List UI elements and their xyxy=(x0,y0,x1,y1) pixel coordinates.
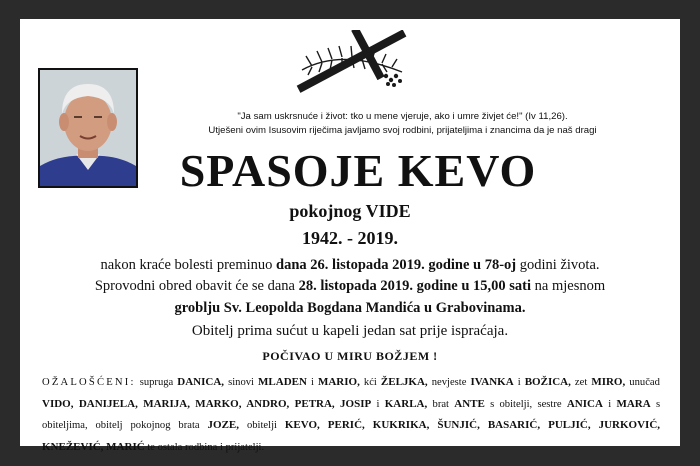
cemetery-text: groblju Sv. Leopolda Bogdana Mandića u Grabovinama. xyxy=(174,300,526,316)
mourner-relation: te ostala rodbina i prijatelji. xyxy=(147,441,265,453)
mourner-relation: s obitelji, sestre xyxy=(490,398,562,410)
mourner-name: ŽELJKA, xyxy=(380,376,428,388)
death-announcement xyxy=(20,257,680,274)
mourner-relation: i xyxy=(310,377,314,388)
mourner-relation: unučad xyxy=(629,377,660,388)
mourner-relation: sinovi xyxy=(228,377,254,388)
mourner-name: IVANKA xyxy=(470,376,514,388)
quote-line-1: "Ja sam uskrsnuće i život: tko u mene vjeruje, ako i umre živjet će!" (Iv 11,26). xyxy=(237,111,568,122)
mourner-name: ANICA xyxy=(566,397,603,410)
mourner-relation: i xyxy=(517,377,521,388)
father-name: pokojnog VIDE xyxy=(289,201,411,221)
mourner-name: DANICA, xyxy=(177,376,225,388)
death-text-c: godini života. xyxy=(519,257,600,273)
funeral-announcement xyxy=(20,278,680,295)
deceased-name: SPASOJE KEVO xyxy=(179,145,537,196)
cross-with-palm-icon xyxy=(282,30,422,94)
funeral-datetime: 28. listopada 2019. godine u 15,00 sati xyxy=(298,278,532,294)
mourner-name: BOŽICA, xyxy=(524,376,571,388)
mourners-label: OŽALOŠĆENI: xyxy=(42,377,136,388)
funeral-text-a: Sprovodni obred obavit će se dana xyxy=(94,278,295,294)
portrait-image xyxy=(40,70,136,186)
mourner-relation: kći xyxy=(363,377,377,388)
mourner-name: MARA xyxy=(616,397,651,410)
mourner-relation: i xyxy=(376,398,380,410)
mourner-name: MLADEN xyxy=(258,376,307,388)
mourner-relation: brat xyxy=(432,398,449,410)
mourner-relation: s obiteljima, obitelj pokojnog brata xyxy=(42,398,661,431)
mourner-relation: nevjeste xyxy=(431,377,467,388)
death-text-a: nakon kraće bolesti preminuo xyxy=(100,257,273,273)
mourner-name: KEVO, PERIĆ, KUKRIKA, ŠUNJIĆ, BASARIĆ, PULJIĆ, JURKOVIĆ, KNEŽEVIĆ, MARIĆ xyxy=(42,419,661,453)
funeral-text-c: na mjesnom xyxy=(534,278,606,294)
mourner-name: MIRO, xyxy=(591,376,626,388)
mourner-name: MARIO, xyxy=(317,376,360,388)
condolences-note: Obitelj prima sućut u kapeli jedan sat prije ispraćaja. xyxy=(191,323,509,339)
death-date: dana 26. listopada 2019. godine u 78-oj xyxy=(276,257,517,273)
scripture-quote xyxy=(140,110,665,138)
cemetery-location xyxy=(20,300,680,317)
portrait-photo xyxy=(38,68,138,188)
obituary-card xyxy=(20,19,680,453)
mourner-name: VIDO, DANIJELA, MARIJA, MARKO, ANDRO, PETRA, JOSIP xyxy=(42,397,372,410)
mourner-relation: supruga xyxy=(139,377,174,388)
mourner-name: JOZE, xyxy=(207,419,240,431)
mourner-relation: i xyxy=(608,398,612,410)
life-years: 1942. - 2019. xyxy=(302,228,398,248)
mourner-relation: obitelji xyxy=(246,420,277,431)
rest-in-peace: POČIVAO U MIRU BOŽJEM ! xyxy=(262,349,438,363)
mourner-name: KARLA, xyxy=(384,397,428,410)
quote-line-2: Utješeni ovim Isusovim riječima javljamo svoj rodbini, prijateljima i znancima da je naš dragi xyxy=(208,125,597,136)
mourners-list xyxy=(42,372,660,458)
mourner-name: ANTE xyxy=(454,397,485,410)
mourner-relation: zet xyxy=(574,377,588,388)
